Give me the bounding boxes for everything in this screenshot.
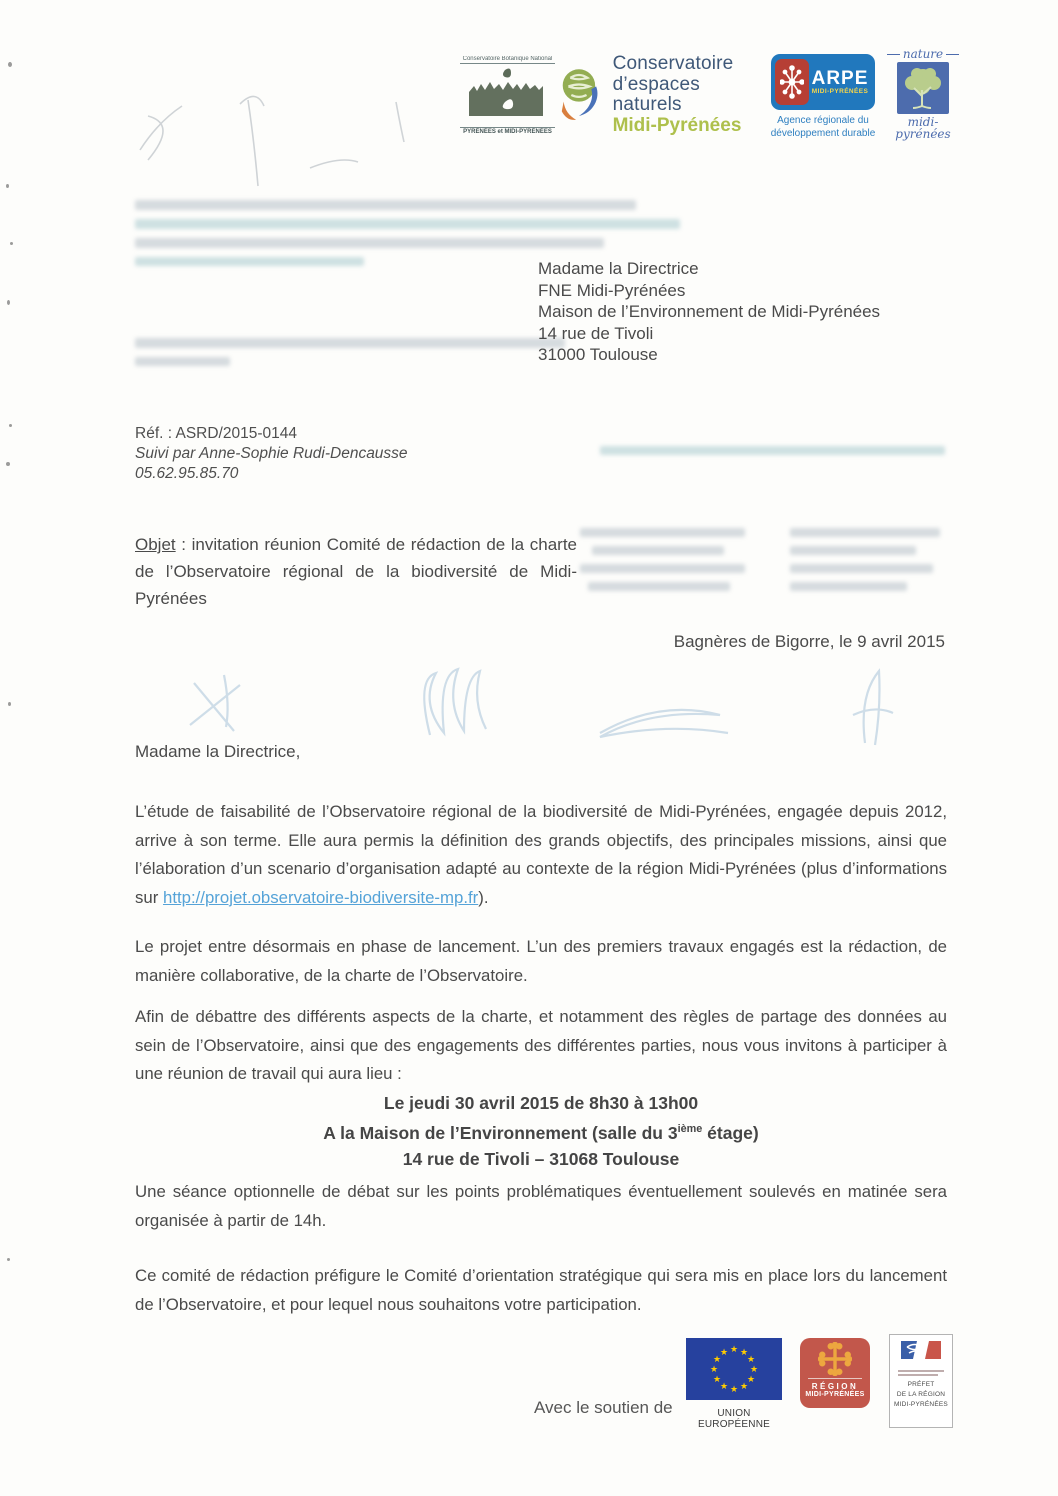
tree-icon <box>897 62 949 114</box>
mountain-forest-icon <box>465 64 551 122</box>
scan-speck <box>6 462 10 466</box>
followed-by: Suivi par Anne-Sophie Rudi-Dencausse <box>135 445 408 462</box>
header-logo-strip <box>455 48 968 143</box>
svg-text:★: ★ <box>719 1382 729 1392</box>
recipient-line: FNE Midi-Pyrénées <box>538 280 686 300</box>
reference-number: Réf. : ASRD/2015-0144 <box>135 425 297 442</box>
prefet-motto-lines <box>898 1370 944 1376</box>
eu-flag-icon <box>686 1338 782 1400</box>
french-flag-marianne-icon <box>899 1339 943 1363</box>
logo-cen-line3: Midi-Pyrénées <box>612 114 742 136</box>
prefet-label: PRÉFET DE LA RÉGION MIDI-PYRÉNÉES <box>894 1381 948 1408</box>
subject-text: : invitation réunion Comité de rédaction de la charte de l’Observatoire régional de la biodiversité de Midi-Pyrénées <box>135 535 577 608</box>
meeting-date-time: Le jeudi 30 avril 2015 de 8h30 à 13h00 <box>383 1093 699 1113</box>
scan-speck <box>8 62 12 67</box>
logo-region-midi-pyrenees <box>800 1338 870 1408</box>
logo-nature-bottom-text: midi-pyrénées <box>895 115 951 141</box>
svg-text:★: ★ <box>709 1365 719 1375</box>
logo-nature-top-text: nature <box>887 48 959 60</box>
svg-text:★: ★ <box>712 1355 722 1365</box>
logo-arpe-tagline: Agence régionale du développement durable <box>770 115 876 139</box>
logo-cbn-top-text: Conservatoire Botanique National <box>460 56 555 64</box>
reference-block <box>135 424 408 484</box>
subject-block <box>135 531 577 612</box>
arpe-network-icon <box>780 64 804 100</box>
cen-leaf-icon <box>557 64 607 126</box>
logo-arpe-acronym: ARPE <box>811 68 869 89</box>
recipient-line: 14 rue de Tivoli <box>538 323 654 343</box>
logo-nature-midi-pyrenees <box>887 48 959 140</box>
dateline: Bagnères de Bigorre, le 9 avril 2015 <box>673 632 945 651</box>
logo-conservatoire-botanique <box>460 56 555 135</box>
svg-text:★: ★ <box>746 1375 756 1385</box>
svg-text:★: ★ <box>746 1355 756 1365</box>
svg-text:★: ★ <box>712 1375 722 1385</box>
logo-prefet-region <box>889 1334 953 1428</box>
eu-flag-label: UNION EUROPÉENNE <box>697 1408 770 1430</box>
meeting-place: A la Maison de l’Environnement (salle du 3ième étage) <box>323 1122 759 1143</box>
logo-arpe <box>767 54 879 140</box>
scan-speck <box>8 702 11 706</box>
bleedthrough-text <box>790 528 940 600</box>
salutation: Madame la Directrice, <box>135 742 301 761</box>
logo-cen-midi-pyrenees <box>557 54 767 136</box>
paragraph-1 <box>135 798 947 912</box>
logo-cen-line1: Conservatoire <box>612 53 734 74</box>
scan-speck <box>6 184 9 188</box>
svg-text:★: ★ <box>719 1348 729 1358</box>
support-text: Avec le soutien de <box>534 1398 673 1417</box>
region-label-line1: RÉGION <box>811 1382 859 1391</box>
paragraph-2: Le projet entre désormais en phase de lancement. L’un des premiers travaux engagés est la rédaction, de manière collaborative, de la charte de l’Observatoire. <box>135 937 947 985</box>
paragraph-3: Afin de débattre des différents aspects de la charte, et notamment des règles de partage des données au sein de l’Observatoire, ainsi que des engagements des différentes parties, nous vous invitons à participer à une réunion de travail qui aura lieu : <box>135 1007 947 1083</box>
logo-union-europeenne <box>686 1338 782 1430</box>
scan-speck <box>7 300 10 305</box>
subject-label: Objet <box>135 535 176 554</box>
svg-text:★: ★ <box>729 1345 739 1355</box>
paragraph-5: Ce comité de rédaction préfigure le Comité d’orientation stratégique qui sera mis en place lors du lancement de l’Observatoire, et pour lequel nous souhaitons votre participation. <box>135 1266 947 1314</box>
occitan-cross-icon <box>818 1342 852 1376</box>
paragraph-1-end: ). <box>478 887 489 907</box>
svg-text:★: ★ <box>739 1382 749 1392</box>
scan-speck <box>10 242 13 245</box>
recipient-line: Madame la Directrice <box>538 259 699 278</box>
phone-number: 05.62.95.85.70 <box>135 465 239 482</box>
bleedthrough-text <box>600 446 945 464</box>
paragraph-1-text: L’étude de faisabilité de l’Observatoire régional de la biodiversité de Midi-Pyrénées, engagée depuis 2012, arrive à son terme. Elle aura permis la définition des grands objectifs, des principales missions, ainsi que l’élaboration d’un scenario d’organisation adapté au contexte de la région Midi-Pyrénées (plus d’informations sur <box>135 802 947 907</box>
logo-cbn-bottom-text: PYRÉNÉES et MIDI-PYRÉNÉES <box>460 127 555 135</box>
meeting-address: 14 rue de Tivoli – 31068 Toulouse <box>402 1148 680 1169</box>
logo-cen-line2: d’espaces naturels <box>612 73 700 116</box>
scan-speck <box>7 1258 10 1261</box>
recipient-line: Maison de l’Environnement de Midi-Pyrénées <box>538 302 881 321</box>
recipient-line: 31000 Toulouse <box>538 345 658 364</box>
meeting-details-block <box>135 1090 947 1172</box>
scan-speck <box>9 424 12 427</box>
svg-text:★: ★ <box>739 1348 749 1358</box>
recipient-address-block <box>538 258 880 366</box>
svg-text:★: ★ <box>749 1365 759 1375</box>
region-label-line2: MIDI-PYRÉNÉES <box>805 1391 865 1398</box>
bleedthrough-text <box>135 338 565 375</box>
observatoire-link[interactable]: http://projet.observatoire-biodiversite-mp.fr <box>162 887 479 907</box>
logo-arpe-region: MIDI-PYRÉNÉES <box>811 88 869 95</box>
bleedthrough-text <box>580 528 745 600</box>
paragraph-4: Une séance optionnelle de débat sur les points problématiques éventuellement soulevés en matinée sera organisée à partir de 14h. <box>135 1182 947 1230</box>
svg-text:★: ★ <box>729 1385 739 1395</box>
